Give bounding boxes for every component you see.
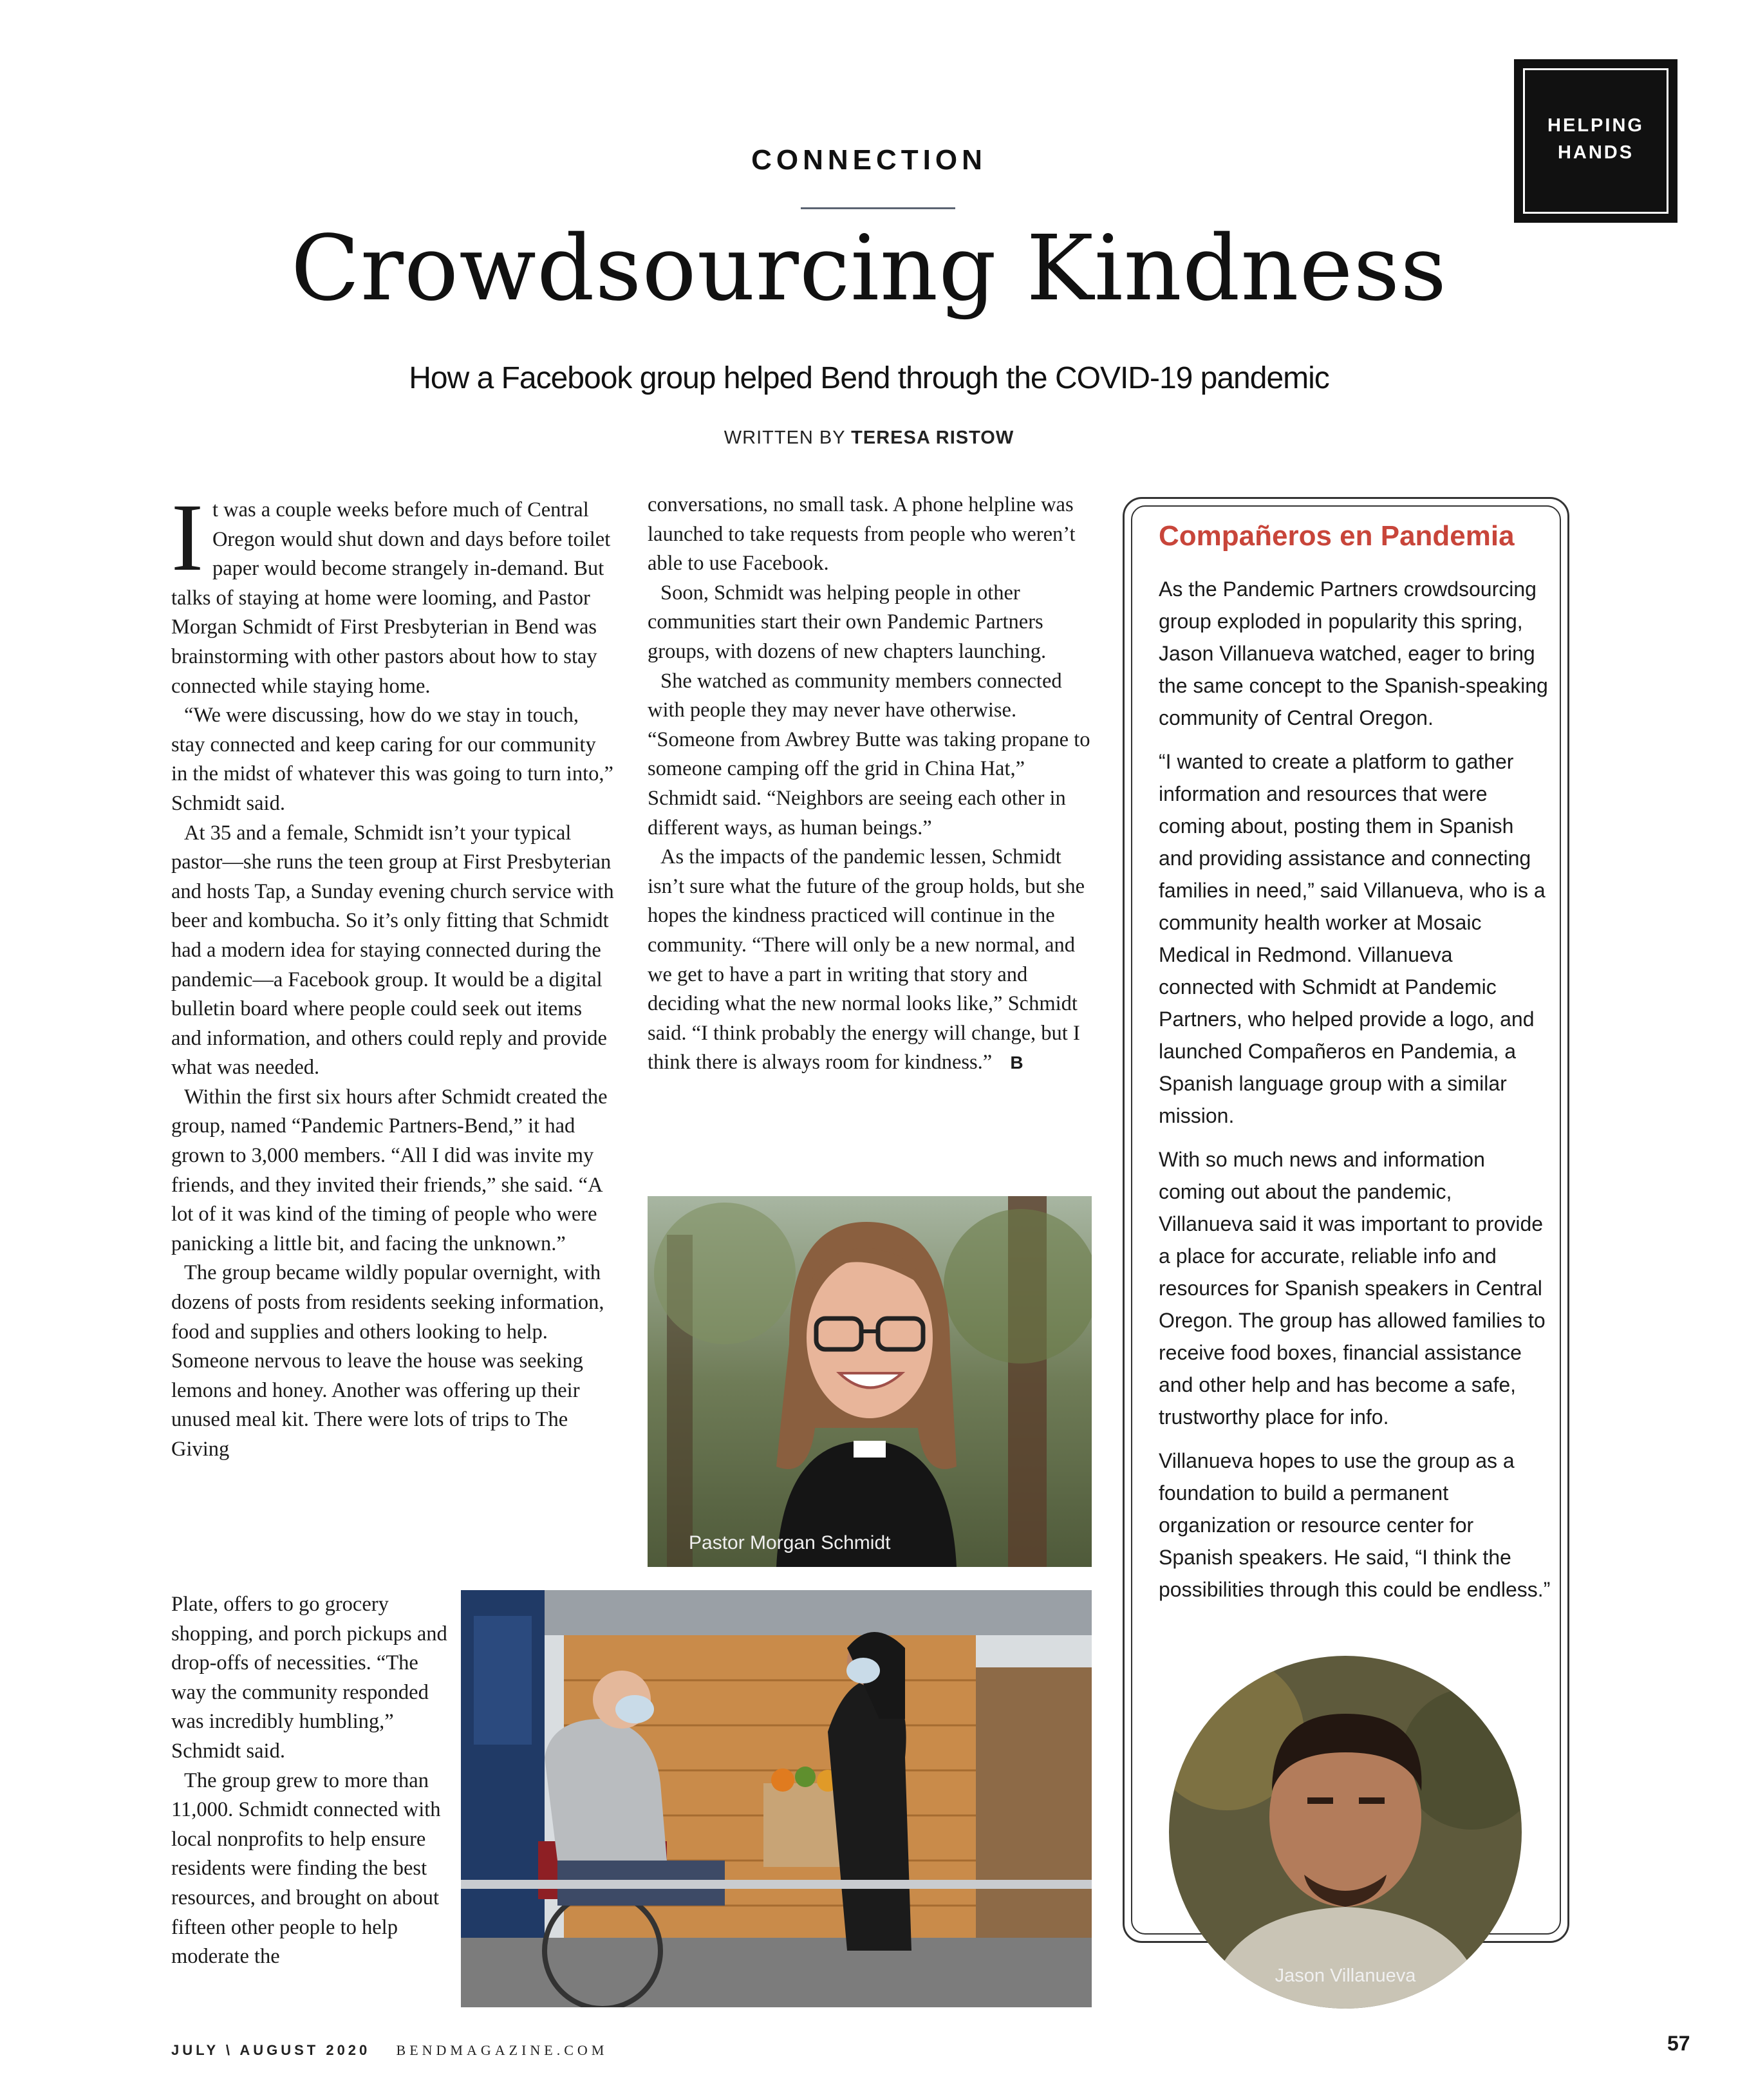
- paragraph-3: At 35 and a female, Schmidt isn’t your typical pastor—she runs the teen group at First Presbyterian and hosts Tap, a Sunday evening church service with beer and kombucha. So it’s only fitting that Schmidt had a modern idea for staying connected during the pandemic—a Facebook group. It would be a digital bulletin board where people could seek out items and information, and others could reply and provide what was needed.: [171, 821, 614, 1080]
- photo-porch-pickup: [461, 1590, 1092, 2007]
- paragraph-5: The group became wildly popular overnight, with dozens of posts from residents seeking information, food and supplies and others looking to help. Someone nervous to leave the house was seeking lemons and honey. Another was offering up their unused meal kit. There were lots of trips to The Giving: [171, 1261, 604, 1461]
- section-tag-box: [1514, 59, 1677, 223]
- article-column-2: [648, 491, 1092, 1078]
- tag-line-2: HANDS: [1557, 142, 1634, 163]
- paragraph-1-text: t was a couple weeks before much of Central Oregon would shut down and days before toilet paper would become strangely in-demand. But talks of staying at home were looming, and Pastor Morgan Schmidt of First Presbyterian in Bend was brainstorming with other pastors about how to stay connected while staying home.: [171, 498, 611, 698]
- sidebar-body: [1159, 573, 1551, 1617]
- tag-line-1: HELPING: [1547, 115, 1644, 136]
- sidebar-paragraph-2: “I wanted to create a platform to gather information and resources that were coming about, posting them in Spanish and providing assistance and connecting families in need,” said Villanueva, who is a community health worker at Mosaic Medical in Redmond. Villanueva connected with Schmidt at Pandemic Partners, who helped provide a logo, and launched Compañeros en Pandemia, a Spanish language group with a similar mission.: [1159, 750, 1546, 1127]
- paragraph-10-text: As the impacts of the pandemic lessen, Schmidt isn’t sure what the future of the group holds, but she hopes the kindness practiced will continue in the community. “There will only be a new normal, and we get to have a part in writing that story and deciding what the new normal looks like,” Schmidt said. “I think probably the energy will change, but I think there is always room for kindness.”: [648, 845, 1085, 1074]
- byline-prefix: WRITTEN BY: [724, 427, 846, 448]
- paragraph-6: The group grew to more than 11,000. Schmidt connected with local nonprofits to help ensure residents were finding the best resources, and brought on about fifteen other people to help moderate the: [171, 1768, 441, 1969]
- sidebar-heading: Compañeros en Pandemia: [1159, 520, 1515, 552]
- article-column-1: [171, 484, 615, 1465]
- paragraph-4: Within the first six hours after Schmidt created the group, named “Pandemic Partners-Bend,” it had grown to 3,000 members. “All I did was invite my friends, and they invited their friends,” she said. “A lot of it was kind of the timing of people who were panicking a little bit, and facing the unknown.”: [171, 1085, 608, 1255]
- article-subtitle: How a Facebook group helped Bend through the COVID-19 pandemic: [409, 361, 1329, 395]
- caption-morgan-schmidt: Pastor Morgan Schmidt: [689, 1532, 891, 1553]
- sidebar-paragraph-4: Villanueva hopes to use the group as a foundation to build a permanent organization or resource center for Spanish speakers. He said, “I think the possibilities through this could be endless.”: [1159, 1449, 1551, 1601]
- byline-author: TERESA RISTOW: [851, 427, 1014, 448]
- byline: [579, 427, 1159, 449]
- sidebar-paragraph-3: With so much news and information coming out about the pandemic, Villanueva said it was important to provide a place for accurate, reliable info and resources for Spanish speakers in Central Oregon. The group has allowed families to receive food boxes, financial assistance and other help and has become a safe, trustworthy place for info.: [1159, 1148, 1546, 1429]
- footer-site: BENDMAGAZINE.COM: [396, 2042, 608, 2058]
- paragraph-7: conversations, no small task. A phone helpline was launched to take requests from people who weren’t able to use Facebook.: [648, 493, 1076, 576]
- page-number: 57: [1667, 2032, 1690, 2055]
- end-mark: B: [1010, 1053, 1023, 1073]
- paragraph-9: She watched as community members connected with people they may never have otherwise. “Someone from Awbrey Butte was taking propane to someone camping off the grid in China Hat,” Schmidt said. “Neighbors are seeing each other in different ways, as human beings.”: [648, 669, 1090, 839]
- header-divider: [801, 207, 955, 209]
- footer-issue: JULY \ AUGUST 2020: [171, 2042, 371, 2058]
- caption-jason-villanueva: Jason Villanueva: [1275, 1965, 1416, 1986]
- drop-cap: I: [171, 484, 203, 591]
- paragraph-2: “We were discussing, how do we stay in touch, stay connected and keep caring for our community in the midst of whatever this was going to turn into,” Schmidt said.: [171, 704, 613, 815]
- article-title: Crowdsourcing Kindness: [290, 216, 1448, 321]
- photo-jason-villanueva: [1169, 1656, 1522, 2009]
- section-label: CONNECTION: [751, 144, 987, 176]
- paragraph-1: [171, 484, 615, 701]
- paragraph-5-continued: Plate, offers to go grocery shopping, and porch pickups and drop-offs of necessities. “The way the community responded was incredibly humbling,” Schmidt said.: [171, 1593, 447, 1763]
- paragraph-10: [648, 843, 1092, 1078]
- article-column-1-continued: [171, 1590, 454, 1972]
- sidebar-paragraph-1: As the Pandemic Partners crowdsourcing group exploded in popularity this spring, Jason Villanueva watched, eager to bring the same concept to the Spanish-speaking community of Central Oregon.: [1159, 577, 1548, 729]
- paragraph-8: Soon, Schmidt was helping people in other communities start their own Pandemic Partners groups, with dozens of new chapters launching.: [648, 581, 1047, 663]
- page-footer: [171, 2042, 608, 2059]
- tag-text: [1514, 112, 1677, 166]
- photo-morgan-schmidt: [648, 1196, 1092, 1567]
